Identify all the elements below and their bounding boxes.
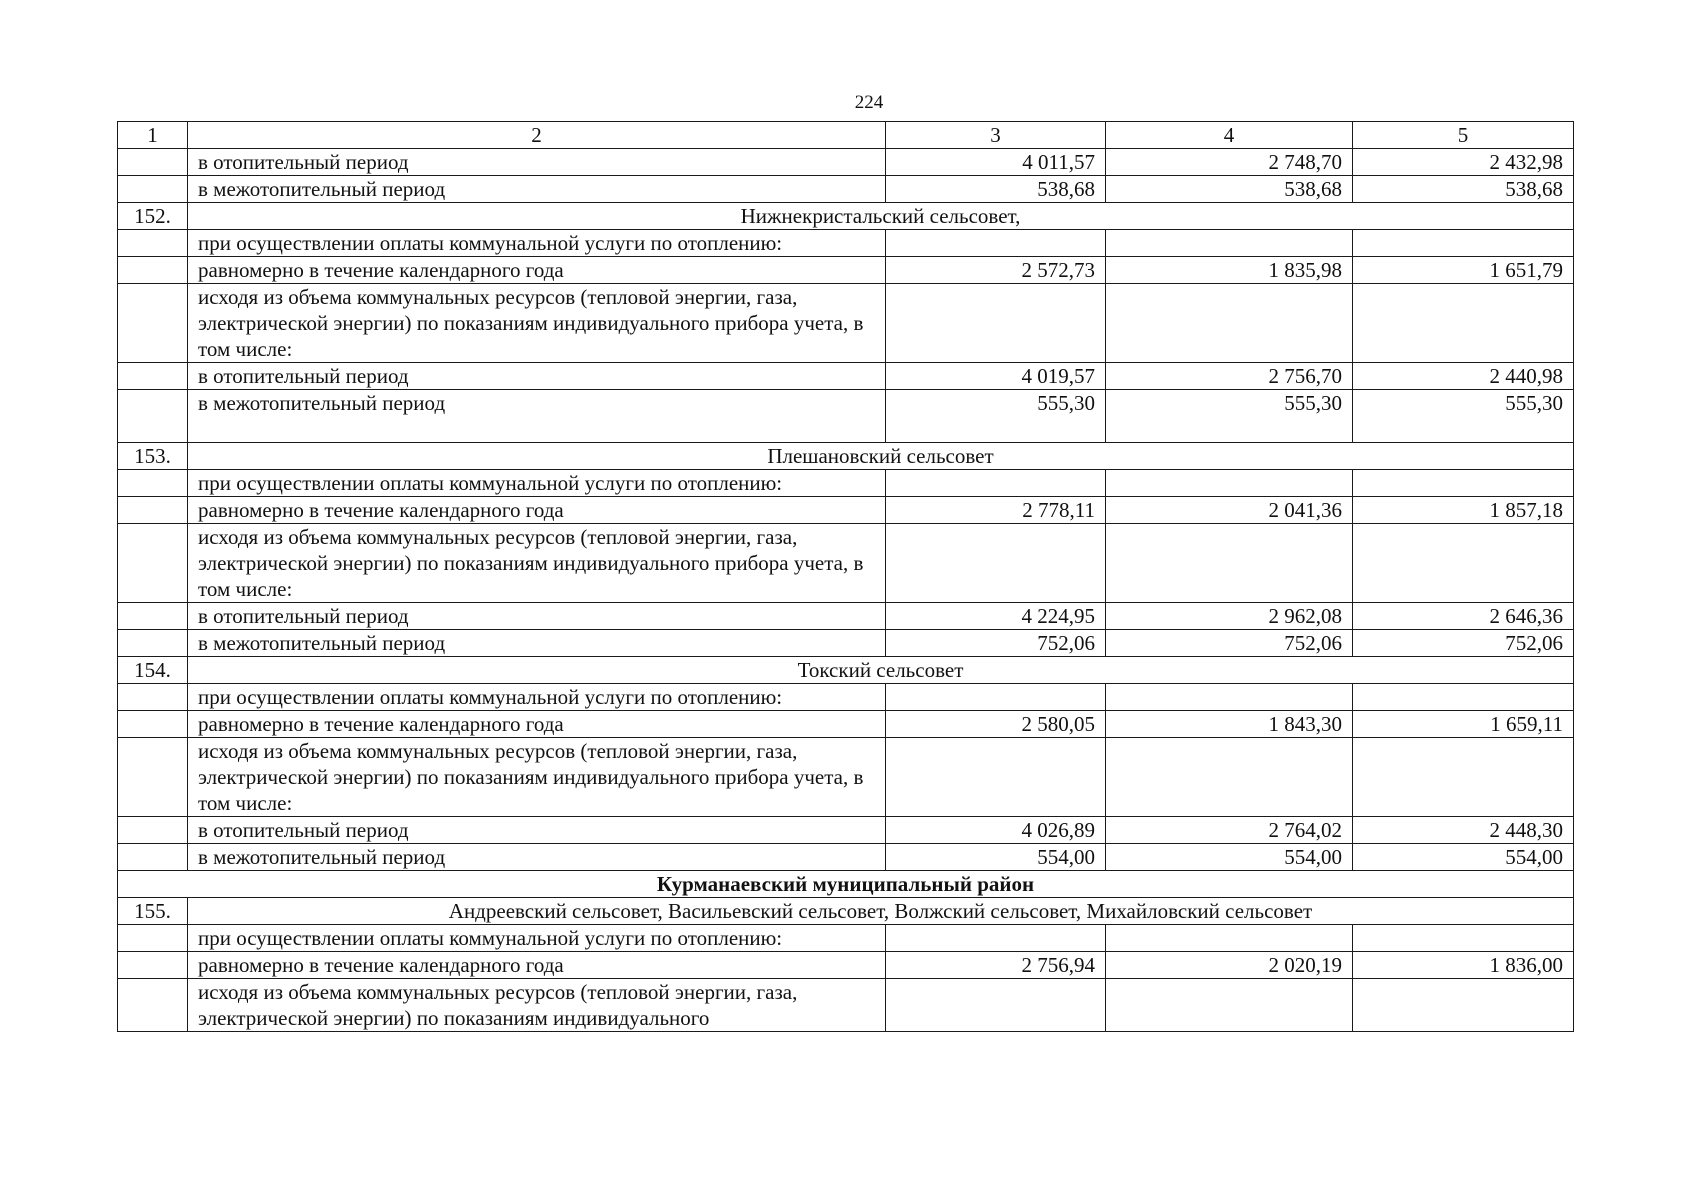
table-row [118,390,1574,443]
value-cell-col4 [1106,738,1353,817]
value-cell-col5 [1353,925,1574,952]
value-cell-col4 [1106,684,1353,711]
value-cell-col4 [1106,230,1353,257]
value-cell-col3: 4 224,95 [886,603,1106,630]
value-cell-col3: 2 580,05 [886,711,1106,738]
table-row [118,603,1574,630]
value-cell-col5 [1353,684,1574,711]
row-label-cell: равномерно в течение календарного года [188,257,886,284]
row-label-cell: в межотопительный период [188,176,886,203]
value-cell-col4 [1106,524,1353,603]
section-row [118,657,1574,684]
value-cell-col4: 1 835,98 [1106,257,1353,284]
value-cell-col4 [1106,284,1353,363]
section-row [118,443,1574,470]
row-label-cell: в отопительный период [188,149,886,176]
value-cell-col4: 2 041,36 [1106,497,1353,524]
section-number-cell: 155. [118,898,188,925]
value-cell-col5 [1353,284,1574,363]
table-row [118,257,1574,284]
table-row [118,470,1574,497]
value-cell-col3 [886,524,1106,603]
value-cell-col5: 2 646,36 [1353,603,1574,630]
value-cell-col4: 554,00 [1106,844,1353,871]
table-row [118,817,1574,844]
row-number-cell [118,176,188,203]
section-title-cell: Андреевский сельсовет, Васильевский сельсовет, Волжский сельсовет, Михайловский сельсовет [188,898,1574,925]
value-cell-col5 [1353,470,1574,497]
value-cell-col3: 554,00 [886,844,1106,871]
value-cell-col4: 2 020,19 [1106,952,1353,979]
section-row [118,898,1574,925]
page-number: 224 [854,92,884,113]
table-row [118,684,1574,711]
row-number-cell [118,524,188,603]
row-label-cell: при осуществлении оплаты коммунальной услуги по отоплению: [188,684,886,711]
header-cell-2: 2 [188,122,886,149]
value-cell-col5: 752,06 [1353,630,1574,657]
section-number-cell: 152. [118,203,188,230]
row-number-cell [118,711,188,738]
value-cell-col3 [886,284,1106,363]
value-cell-col5 [1353,230,1574,257]
header-cell-5: 5 [1353,122,1574,149]
table-row [118,497,1574,524]
value-cell-col5: 1 651,79 [1353,257,1574,284]
value-cell-col5: 1 857,18 [1353,497,1574,524]
row-number-cell [118,684,188,711]
row-label-cell: исходя из объема коммунальных ресурсов (тепловой энергии, газа, электрической энергии) по показаниям индивидуального [188,979,886,1032]
row-label-cell: равномерно в течение календарного года [188,711,886,738]
value-cell-col5: 2 440,98 [1353,363,1574,390]
value-cell-col4 [1106,470,1353,497]
value-cell-col4 [1106,979,1353,1032]
row-label-cell: в межотопительный период [188,844,886,871]
table-row [118,844,1574,871]
value-cell-col3: 4 011,57 [886,149,1106,176]
header-row [118,122,1574,149]
row-number-cell [118,844,188,871]
value-cell-col3 [886,470,1106,497]
value-cell-col5: 2 448,30 [1353,817,1574,844]
value-cell-col5 [1353,979,1574,1032]
row-label-cell: в отопительный период [188,363,886,390]
value-cell-col3 [886,979,1106,1032]
value-cell-col3: 4 026,89 [886,817,1106,844]
row-label-cell: в межотопительный период [188,390,886,443]
row-label-cell: в межотопительный период [188,630,886,657]
value-cell-col5: 554,00 [1353,844,1574,871]
row-label-cell: в отопительный период [188,817,886,844]
value-cell-col3 [886,230,1106,257]
value-cell-col3: 2 572,73 [886,257,1106,284]
table-row [118,979,1574,1032]
row-number-cell [118,149,188,176]
row-number-cell [118,230,188,257]
table-row [118,230,1574,257]
row-number-cell [118,363,188,390]
district-row [118,871,1574,898]
row-number-cell [118,738,188,817]
value-cell-col5: 538,68 [1353,176,1574,203]
row-label-cell: при осуществлении оплаты коммунальной услуги по отоплению: [188,230,886,257]
row-label-cell: равномерно в течение календарного года [188,497,886,524]
row-number-cell [118,630,188,657]
table-row [118,711,1574,738]
header-cell-4: 4 [1106,122,1353,149]
row-number-cell [118,952,188,979]
row-number-cell [118,470,188,497]
row-number-cell [118,979,188,1032]
row-number-cell [118,925,188,952]
value-cell-col4: 2 748,70 [1106,149,1353,176]
row-number-cell [118,603,188,630]
row-number-cell [118,284,188,363]
row-label-cell: равномерно в течение календарного года [188,952,886,979]
value-cell-col4: 2 764,02 [1106,817,1353,844]
row-number-cell [118,497,188,524]
row-label-cell: исходя из объема коммунальных ресурсов (тепловой энергии, газа, электрической энергии) по показаниям индивидуального прибора учета, в том числе: [188,524,886,603]
value-cell-col3: 2 756,94 [886,952,1106,979]
value-cell-col5: 1 836,00 [1353,952,1574,979]
value-cell-col3 [886,925,1106,952]
district-title-cell: Курманаевский муниципальный район [118,871,1574,898]
value-cell-col3: 2 778,11 [886,497,1106,524]
value-cell-col4: 555,30 [1106,390,1353,443]
value-cell-col3 [886,684,1106,711]
section-number-cell: 153. [118,443,188,470]
table-row [118,738,1574,817]
table-row [118,630,1574,657]
value-cell-col3 [886,738,1106,817]
row-label-cell: при осуществлении оплаты коммунальной услуги по отоплению: [188,470,886,497]
value-cell-col4: 1 843,30 [1106,711,1353,738]
table-row [118,363,1574,390]
row-label-cell: при осуществлении оплаты коммунальной услуги по отоплению: [188,925,886,952]
header-cell-1: 1 [118,122,188,149]
table-row [118,925,1574,952]
section-number-cell: 154. [118,657,188,684]
section-row [118,203,1574,230]
tariff-table [117,121,1574,1032]
row-label-cell: исходя из объема коммунальных ресурсов (тепловой энергии, газа, электрической энергии) по показаниям индивидуального прибора учета, в том числе: [188,284,886,363]
row-number-cell [118,817,188,844]
table-row [118,149,1574,176]
section-title-cell: Нижнекристальский сельсовет, [188,203,1574,230]
value-cell-col5: 2 432,98 [1353,149,1574,176]
value-cell-col4 [1106,925,1353,952]
row-number-cell [118,390,188,443]
value-cell-col5: 555,30 [1353,390,1574,443]
table-row [118,952,1574,979]
table-row [118,524,1574,603]
value-cell-col3: 538,68 [886,176,1106,203]
table-row [118,176,1574,203]
section-title-cell: Плешановский сельсовет [188,443,1574,470]
value-cell-col4: 538,68 [1106,176,1353,203]
value-cell-col5: 1 659,11 [1353,711,1574,738]
value-cell-col5 [1353,738,1574,817]
header-cell-3: 3 [886,122,1106,149]
value-cell-col3: 752,06 [886,630,1106,657]
value-cell-col3: 555,30 [886,390,1106,443]
value-cell-col4: 752,06 [1106,630,1353,657]
table-row [118,284,1574,363]
row-label-cell: исходя из объема коммунальных ресурсов (тепловой энергии, газа, электрической энергии) по показаниям индивидуального прибора учета, в том числе: [188,738,886,817]
row-label-cell: в отопительный период [188,603,886,630]
section-title-cell: Токский сельсовет [188,657,1574,684]
value-cell-col4: 2 962,08 [1106,603,1353,630]
value-cell-col3: 4 019,57 [886,363,1106,390]
table-body [118,122,1574,1032]
value-cell-col5 [1353,524,1574,603]
row-number-cell [118,257,188,284]
value-cell-col4: 2 756,70 [1106,363,1353,390]
